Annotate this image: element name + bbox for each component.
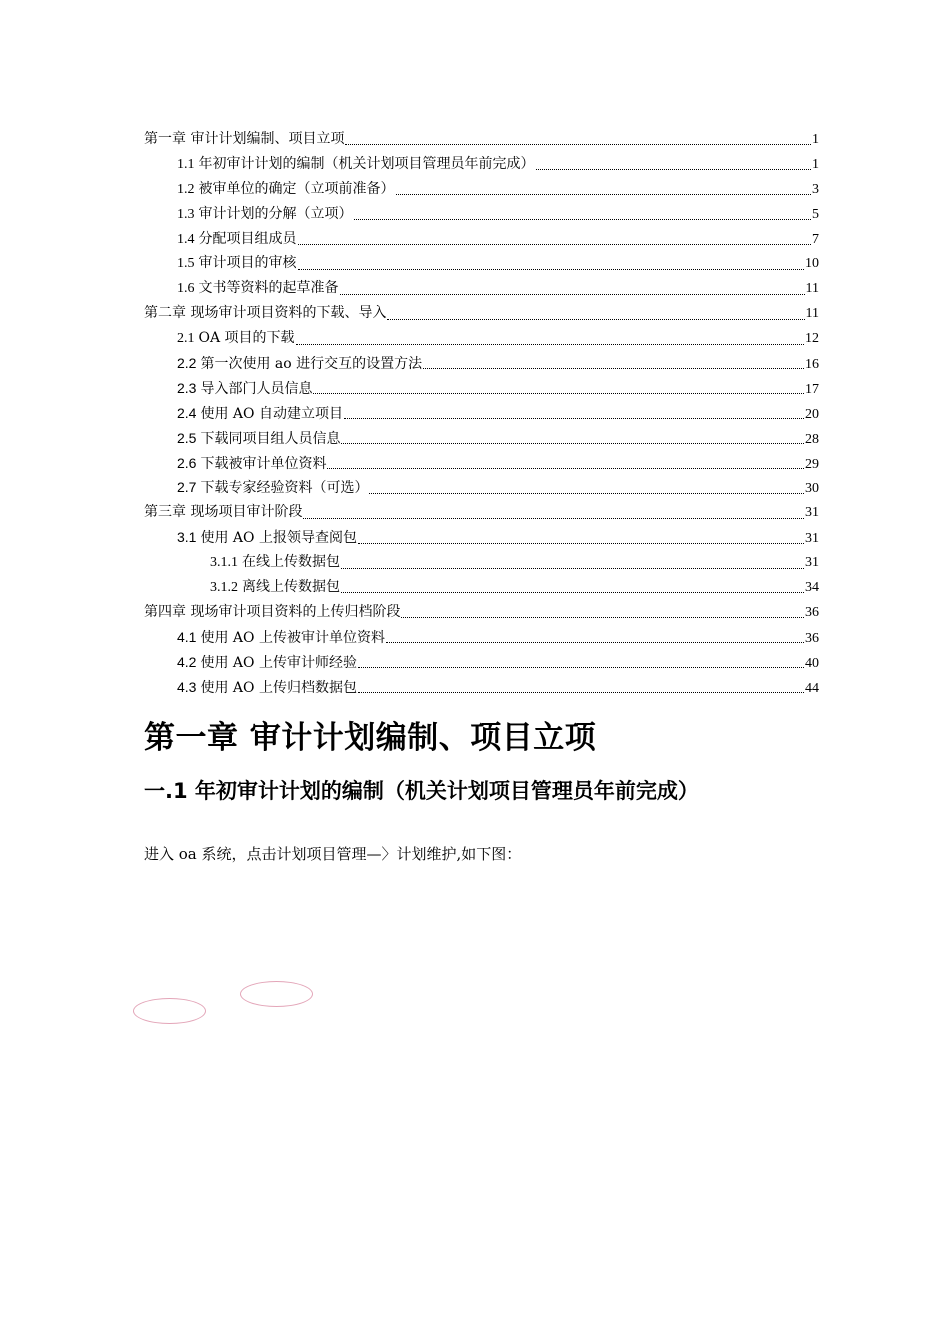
toc-entry-title: 审计计划的分解（立项） bbox=[198, 205, 353, 222]
toc-entry[interactable] bbox=[144, 500, 819, 525]
toc-leader-dots bbox=[340, 282, 805, 296]
toc-leader-dots bbox=[313, 381, 804, 395]
toc-entry[interactable] bbox=[144, 351, 819, 376]
annotation-ellipse-left bbox=[133, 998, 206, 1024]
toc-entry-page: 1 bbox=[812, 132, 819, 147]
toc-entry-page: 34 bbox=[805, 580, 819, 596]
toc-entry-title: 使用 AO 上报领导查阅包 bbox=[200, 530, 357, 547]
toc-entry-title: 使用 AO 上传归档数据包 bbox=[200, 679, 357, 696]
toc-entry[interactable] bbox=[144, 177, 819, 202]
toc-leader-dots bbox=[369, 481, 804, 495]
toc-entry-number: 2.1 bbox=[177, 331, 195, 347]
toc-leader-dots bbox=[358, 680, 804, 694]
toc-leader-dots bbox=[327, 456, 804, 470]
toc-entry-number: 1.2 bbox=[177, 181, 195, 197]
toc-leader-dots bbox=[401, 605, 804, 619]
toc-entry-title: 第三章 现场项目审计阶段 bbox=[144, 504, 303, 521]
toc-entry-number: 2.7 bbox=[177, 479, 197, 496]
toc-entry[interactable] bbox=[144, 276, 819, 301]
toc-entry-title: 文书等资料的起草准备 bbox=[198, 280, 339, 297]
toc-entry-number: 2.5 bbox=[177, 429, 197, 446]
toc-leader-dots bbox=[298, 257, 805, 271]
toc-entry-number: 3.1 bbox=[177, 529, 197, 546]
toc-entry-page: 40 bbox=[805, 655, 819, 671]
toc-entry-title: 第一章 审计计划编制、项目立项 bbox=[144, 131, 345, 147]
toc-entry-title: 使用 AO 上传审计师经验 bbox=[200, 654, 357, 671]
toc-entry-page: 20 bbox=[805, 406, 819, 422]
toc-entry-page: 5 bbox=[812, 206, 819, 222]
toc-entry-number: 2.3 bbox=[177, 379, 197, 396]
toc-leader-dots bbox=[298, 232, 812, 246]
toc-entry-page: 3 bbox=[812, 181, 819, 197]
toc-entry[interactable] bbox=[144, 600, 819, 625]
toc-entry-number: 2.6 bbox=[177, 454, 197, 471]
toc-entry-title: 第四章 现场审计项目资料的上传归档阶段 bbox=[144, 603, 401, 620]
toc-entry-title: 导入部门人员信息 bbox=[200, 380, 313, 397]
toc-entry-number: 4.3 bbox=[177, 678, 197, 695]
toc-leader-dots bbox=[354, 207, 812, 221]
toc-entry-page: 7 bbox=[812, 231, 819, 247]
toc-entry-page: 31 bbox=[805, 531, 819, 547]
toc-leader-dots bbox=[386, 630, 804, 644]
toc-entry[interactable] bbox=[144, 575, 819, 600]
toc-entry-number: 3.1.2 bbox=[210, 580, 238, 596]
body-paragraph: 进入 oa 系统，点击计划项目管理—〉计划维护,如下图： bbox=[144, 845, 522, 863]
toc-entry[interactable] bbox=[144, 301, 819, 326]
toc-entry-page: 10 bbox=[805, 256, 819, 272]
toc-entry-page: 31 bbox=[805, 555, 819, 571]
toc-entry-number: 2.4 bbox=[177, 404, 197, 421]
toc-entry[interactable] bbox=[144, 326, 819, 351]
chapter-heading: 第一章 审计计划编制、项目立项 bbox=[144, 720, 597, 756]
toc-entry-title: 被审单位的确定（立项前准备） bbox=[198, 180, 395, 197]
toc-entry[interactable] bbox=[144, 127, 819, 152]
toc-entry-title: 使用 AO 上传被审计单位资料 bbox=[200, 629, 385, 646]
toc-leader-dots bbox=[296, 332, 804, 346]
section-heading: 一.1 年初审计计划的编制（机关计划项目管理员年前完成） bbox=[144, 779, 699, 803]
toc-entry-page: 30 bbox=[805, 481, 819, 497]
toc-entry[interactable] bbox=[144, 650, 819, 675]
toc-entry-number: 2.2 bbox=[177, 355, 197, 372]
toc-leader-dots bbox=[536, 157, 812, 171]
toc-entry-title: 审计项目的审核 bbox=[198, 255, 297, 272]
toc-entry-title: 下载专家经验资料（可选） bbox=[200, 480, 369, 497]
toc-leader-dots bbox=[345, 132, 811, 146]
toc-entry[interactable] bbox=[144, 625, 819, 650]
toc-entry-page: 16 bbox=[805, 357, 819, 373]
toc-leader-dots bbox=[341, 580, 804, 594]
toc-entry[interactable] bbox=[144, 475, 819, 500]
toc-entry-number: 4.2 bbox=[177, 653, 197, 670]
toc-entry-page: 31 bbox=[805, 505, 819, 521]
toc-leader-dots bbox=[341, 556, 804, 570]
toc-entry-number: 1.5 bbox=[177, 256, 195, 272]
toc-entry-title: 下载同项目组人员信息 bbox=[200, 430, 341, 447]
toc-entry-number: 1.1 bbox=[177, 156, 195, 172]
toc-entry-number: 1.4 bbox=[177, 231, 195, 247]
toc-entry[interactable] bbox=[144, 251, 819, 276]
toc-entry[interactable] bbox=[144, 202, 819, 227]
toc-entry[interactable] bbox=[144, 550, 819, 575]
toc-entry-number: 3.1.1 bbox=[210, 555, 238, 571]
toc-entry-title: 第二章 现场审计项目资料的下载、导入 bbox=[144, 305, 387, 322]
toc-leader-dots bbox=[358, 655, 804, 669]
toc-entry[interactable] bbox=[144, 401, 819, 426]
toc-leader-dots bbox=[423, 356, 804, 370]
toc-entry-page: 1 bbox=[812, 156, 819, 172]
toc-leader-dots bbox=[344, 406, 804, 420]
toc-entry-number: 1.3 bbox=[177, 206, 195, 222]
toc-entry-title: 年初审计计划的编制（机关计划项目管理员年前完成） bbox=[198, 155, 535, 172]
annotation-ellipse-right bbox=[240, 981, 313, 1007]
toc-leader-dots bbox=[303, 506, 804, 520]
toc-entry-number: 1.6 bbox=[177, 281, 195, 297]
toc-entry-number: 4.1 bbox=[177, 628, 197, 645]
toc-entry-title: 第一次使用 ao 进行交互的设置方法 bbox=[200, 356, 423, 373]
toc-entry-title: 使用 AO 自动建立项目 bbox=[200, 405, 343, 422]
toc-entry-page: 28 bbox=[805, 431, 819, 447]
toc-entry-page: 29 bbox=[805, 456, 819, 472]
toc-entry-title: 下载被审计单位资料 bbox=[200, 455, 327, 472]
toc-leader-dots bbox=[396, 182, 812, 196]
toc-entry[interactable] bbox=[144, 525, 819, 550]
toc-leader-dots bbox=[387, 307, 804, 321]
toc-entry-page: 36 bbox=[805, 604, 819, 620]
toc-entry-page: 44 bbox=[805, 680, 819, 696]
toc-entry-page: 11 bbox=[805, 306, 819, 322]
toc-leader-dots bbox=[358, 531, 804, 545]
toc-entry[interactable] bbox=[144, 451, 819, 476]
table-of-contents bbox=[144, 127, 819, 699]
toc-entry-title: 在线上传数据包 bbox=[242, 554, 340, 571]
toc-entry[interactable] bbox=[144, 227, 819, 252]
toc-entry-page: 12 bbox=[805, 331, 819, 347]
toc-entry[interactable] bbox=[144, 376, 819, 401]
toc-entry-title: 离线上传数据包 bbox=[242, 579, 340, 596]
toc-entry[interactable] bbox=[144, 675, 819, 700]
toc-entry-page: 11 bbox=[805, 281, 819, 297]
toc-leader-dots bbox=[341, 431, 804, 445]
toc-entry[interactable] bbox=[144, 426, 819, 451]
toc-entry-title: OA 项目的下载 bbox=[198, 330, 295, 347]
toc-entry-page: 36 bbox=[805, 630, 819, 646]
toc-entry-page: 17 bbox=[805, 381, 819, 397]
toc-entry-title: 分配项目组成员 bbox=[198, 230, 297, 247]
toc-entry[interactable] bbox=[144, 152, 819, 177]
